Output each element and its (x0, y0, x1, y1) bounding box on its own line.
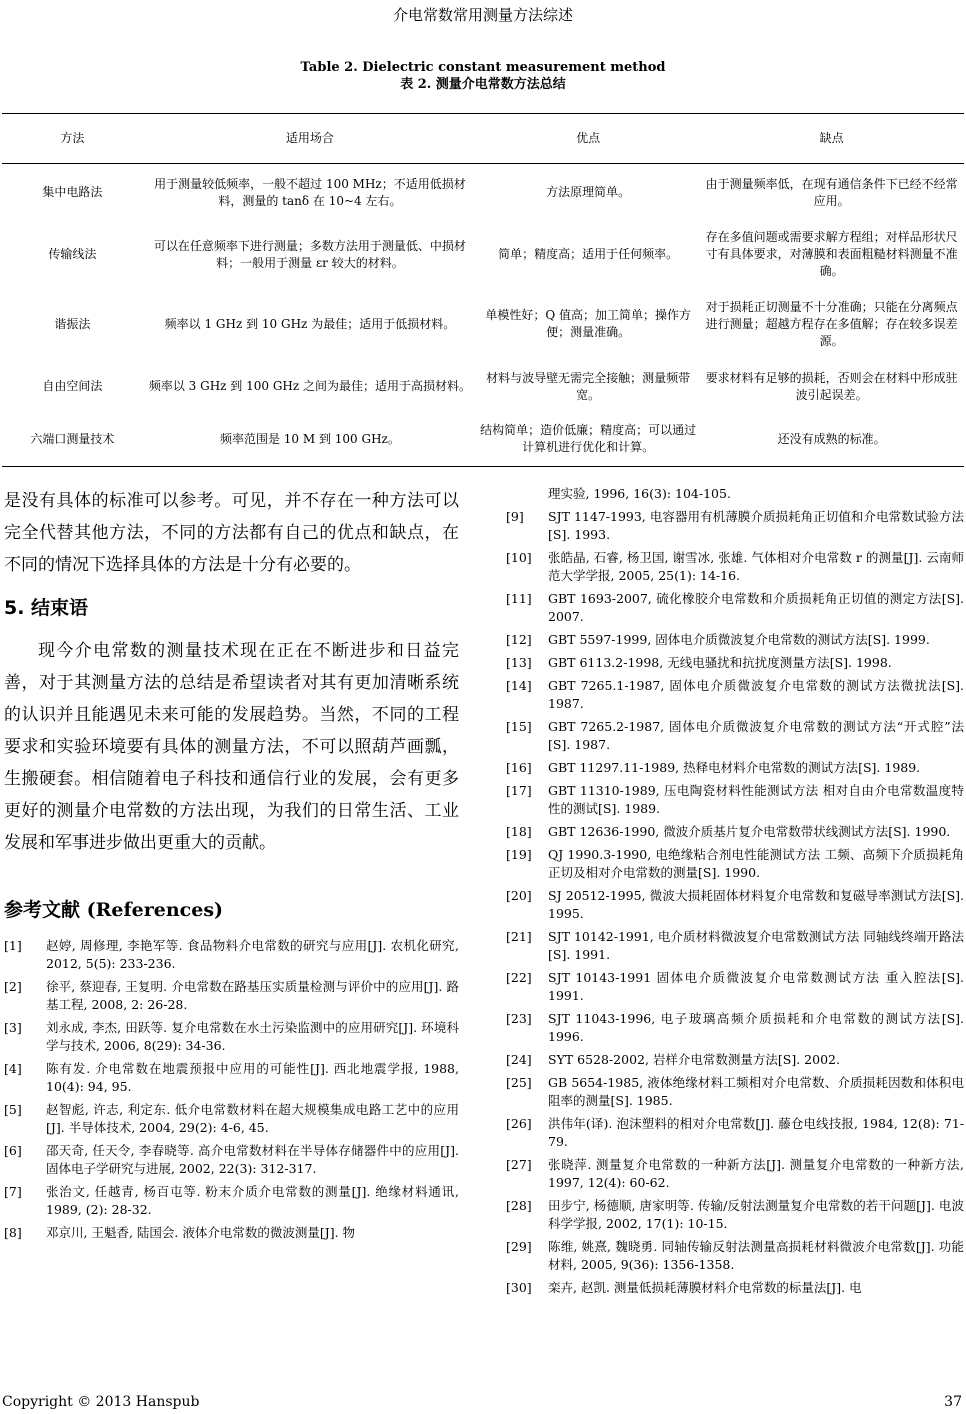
reference-item (506, 1115, 964, 1151)
reference-text: 张晓萍. 测量复介电常数的一种新方法[J]. 测量复介电常数的一种新方法, 1997, 12(4): 60-62. (548, 1157, 964, 1190)
reference-number: [22] (506, 970, 532, 985)
reference-item (506, 677, 964, 713)
reference-item (4, 1142, 459, 1178)
reference-text: 赵智彪, 许志, 利定东. 低介电常数材料在超大规模集成电路工艺中的应用[J]. 半导体技术, 2004, 29(2): 4-6, 45. (46, 1102, 459, 1135)
reference-number: [30] (506, 1280, 532, 1295)
reference-text: 刘永成, 李杰, 田跃等. 复介电常数在水土污染监测中的应用研究[J]. 环境科学与技术, 2006, 8(29): 34-36. (46, 1020, 459, 1053)
reference-item (506, 631, 964, 649)
reference-number: [8] (4, 1225, 22, 1240)
reference-text: 赵婷, 周修理, 李艳军等. 食品物料介电常数的研究与应用[J]. 农机化研究, 2012, 5(5): 233-236. (46, 938, 459, 971)
reference-item (506, 1074, 964, 1110)
table-cell: 频率以 3 GHz 到 100 GHz 之间为最佳；适用于高损材料。 (148, 379, 472, 393)
reference-item (506, 969, 964, 1005)
reference-text: 张皓晶, 石睿, 杨卫国, 谢雪冰, 张雄. 气体相对介电常数 r 的测量[J]. 云南师范大学学报, 2005, 25(1): 14-16. (548, 550, 964, 583)
reference-number: [20] (506, 888, 532, 903)
reference-number: [27] (506, 1157, 532, 1172)
table-row (2, 222, 964, 288)
reference-number: [9] (506, 509, 524, 524)
table-caption (0, 60, 966, 93)
reference-item (506, 1051, 964, 1069)
reference-list-left (4, 937, 459, 1242)
table-cell: 材料与波导壁无需完全接触；测量频带宽。 (486, 370, 691, 402)
header-applicability: 适用场合 (143, 114, 477, 164)
reference-item (506, 759, 964, 777)
table-cell: 用于测量较低频率，一般不超过 100 MHz；不适用低损材料，测量的 tanδ 在 10~4 左右。 (154, 176, 466, 208)
table-cell: 存在多值问题或需要求解方程组；对样品形状尺寸有具体要求，对薄膜和表面粗糙材料测量不准确。 (705, 230, 958, 278)
reference-number: [5] (4, 1102, 22, 1117)
table-cell: 简单；精度高；适用于任何频率。 (498, 247, 679, 261)
table-cell: 可以在任意频率下进行测量；多数方法用于测量低、中损材料；一般用于测量 εr 较大的材料。 (153, 238, 466, 270)
reference-text: QJ 1990.3-1990, 电绝缘粘合剂电性能测试方法 工频、高频下介质损耗角正切及相对介电常数的测量[S]. 1990. (548, 847, 964, 880)
reference-number: [6] (4, 1143, 22, 1158)
reference-number: [18] (506, 824, 532, 839)
reference-number: [12] (506, 632, 532, 647)
table-cell: 单模性好；Q 值高；加工简单；操作方便；测量准确。 (485, 308, 691, 339)
method-table (2, 113, 964, 467)
reference-number: [10] (506, 550, 532, 565)
reference-number: [14] (506, 678, 532, 693)
reference-item (506, 549, 964, 585)
body-paragraph: 是没有具体的标准可以参考。可见，并不存在一种方法可以完全代替其他方法，不同的方法都有自己的优点和缺点，在不同的情况下选择具体的方法是十分有必要的。 (4, 491, 459, 575)
table-cell: 六端口测量技术 (2, 413, 143, 467)
table-cell: 还没有成熟的标准。 (699, 413, 964, 467)
reference-text: GBT 12636-1990, 微波介质基片复介电常数带状线测试方法[S]. 1990. (548, 824, 951, 839)
table-caption-zh: 表 2. 测量介电常数方法总结 (400, 77, 566, 92)
reference-text: SJT 11043-1996, 电子玻璃高频介质损耗和介电常数的测试方法[S]. 1996. (548, 1011, 964, 1044)
reference-item (506, 654, 964, 672)
reference-number: [11] (506, 591, 532, 606)
table-cell: 对于损耗正切测量不十分准确；只能在分离频点进行测量；超越方程存在多值解；存在较多误差源。 (705, 299, 958, 348)
reference-text: GBT 11297.11-1989, 热释电材料介电常数的测试方法[S]. 1989. (548, 760, 921, 775)
reference-continuation: 理实验, 1996, 16(3): 104-105. (548, 486, 731, 501)
reference-item (506, 1238, 964, 1274)
reference-number: [3] (4, 1020, 22, 1035)
table-cell: 集中电路法 (42, 185, 103, 200)
reference-item (506, 590, 964, 626)
reference-item (4, 1060, 459, 1096)
reference-text: 张治文, 任越青, 杨百屯等. 粉末介质介电常数的测量[J]. 绝缘材料通讯, 1989, (2): 28-32. (46, 1184, 459, 1217)
reference-item (506, 823, 964, 841)
left-column (4, 485, 459, 1247)
reference-item (506, 718, 964, 754)
table-cell: 结构简单；造价低廉；精度高；可以通过计算机进行优化和计算。 (477, 413, 699, 467)
table-row (2, 164, 964, 222)
reference-text: GBT 6113.2-1998, 无线电骚扰和抗扰度测量方法[S]. 1998. (548, 655, 892, 670)
page-number: 37 (944, 1394, 962, 1410)
reference-number: [19] (506, 847, 532, 862)
reference-item (506, 1010, 964, 1046)
table-caption-en: Table 2. Dielectric constant measurement method (300, 60, 666, 75)
reference-text: 田步宁, 杨德顺, 唐家明等. 传输/反射法测量复介电常数的若干问题[J]. 电波科学学报, 2002, 17(1): 10-15. (548, 1198, 964, 1231)
method-table-container (2, 113, 964, 467)
reference-item (506, 508, 964, 544)
reference-text: 邓京川, 王魁香, 陆国会. 液体介电常数的微波测量[J]. 物 (46, 1225, 356, 1240)
reference-number: [21] (506, 929, 532, 944)
reference-number: [17] (506, 783, 532, 798)
reference-text: SJ 20512-1995, 微波大损耗固体材料复介电常数和复磁导率测试方法[S]. 1995. (548, 888, 964, 921)
table-cell: 频率范围是 10 M 到 100 GHz。 (143, 413, 477, 467)
table-row (2, 288, 964, 361)
reference-text: GBT 5597-1999, 固体电介质微波复介电常数的测试方法[S]. 1999. (548, 632, 930, 647)
references-heading: 参考文献 (References) (4, 899, 224, 921)
reference-item (506, 782, 964, 818)
reference-text: GBT 7265.2-1987, 固体电介质微波复介电常数的测试方法“开式腔”法[S]. 1987. (548, 719, 964, 752)
reference-item (4, 937, 459, 973)
reference-item (506, 1156, 964, 1192)
reference-number: [7] (4, 1184, 22, 1199)
reference-number: [26] (506, 1116, 532, 1131)
section-heading: 5. 结束语 (4, 597, 89, 619)
table-cell: 谐振法 (54, 316, 91, 331)
reference-text: 陈有发. 介电常数在地震预报中应用的可能性[J]. 西北地震学报, 1988, 10(4): 94, 95. (46, 1061, 459, 1094)
table-cell: 频率以 1 GHz 到 10 GHz 为最佳；适用于低损材料。 (164, 316, 456, 331)
header-disadvantages: 缺点 (699, 114, 964, 164)
reference-number: [28] (506, 1198, 532, 1213)
reference-number: [25] (506, 1075, 532, 1090)
reference-number: [23] (506, 1011, 532, 1026)
table-row (2, 361, 964, 413)
right-column (506, 485, 964, 1302)
table-cell: 要求材料有足够的损耗，否则会在材料中形成驻波引起误差。 (705, 370, 958, 402)
reference-text: 栾卉, 赵凯. 测量低损耗薄膜材料介电常数的标量法[J]. 电 (548, 1280, 862, 1295)
reference-number: [1] (4, 938, 22, 953)
header-method: 方法 (2, 114, 143, 164)
reference-text: 洪伟年(译). 泡沫塑料的相对介电常数[J]. 藤仓电线技报, 1984, 12(8): 71-79. (548, 1116, 964, 1149)
reference-number: [15] (506, 719, 532, 734)
reference-item (4, 1101, 459, 1137)
reference-text: 徐平, 蔡迎春, 王复明. 介电常数在路基压实质量检测与评价中的应用[J]. 路基工程, 2008, 2: 26-28. (46, 979, 459, 1012)
reference-number: [4] (4, 1061, 22, 1076)
reference-text: 邵天奇, 任天令, 李春晓等. 高介电常数材料在半导体存储器件中的应用[J]. 固体电子学研究与进展, 2002, 22(3): 312-317. (46, 1143, 459, 1176)
reference-item (506, 846, 964, 882)
reference-text: 陈维, 姚熹, 魏晓勇. 同轴传输反射法测量高损耗材料微波介电常数[J]. 功能材料, 2005, 9(36): 1356-1358. (548, 1239, 964, 1272)
reference-text: GBT 7265.1-1987, 固体电介质微波复介电常数的测试方法微扰法[S]. 1987. (548, 678, 964, 711)
reference-list-right (506, 508, 964, 1297)
reference-text: GBT 1693-2007, 硫化橡胶介电常数和介质损耗角正切值的测定方法[S]. 2007. (548, 591, 964, 624)
reference-item (506, 887, 964, 923)
running-title: 介电常数常用测量方法综述 (392, 6, 573, 24)
reference-number: [16] (506, 760, 532, 775)
reference-number: [13] (506, 655, 532, 670)
body-paragraph: 现今介电常数的测量技术现在正在不断进步和日益完善，对于其测量方法的总结是希望读者对其有更加清晰系统的认识并且能遇见未来可能的发展趋势。当然，不同的工程要求和实验环境要有具体的测量方法，不可以照葫芦画瓢，生搬硬套。相信随着电子科技和通信行业的发展，会有更多更好的测量介电常数的方法出现，为我们的日常生活、工业发展和军事进步做出更重大的贡献。 (4, 641, 459, 853)
reference-item (4, 1224, 459, 1242)
reference-item (4, 1019, 459, 1055)
reference-text: GB 5654-1985, 液体绝缘材料工频相对介电常数、介质损耗因数和体积电阻率的测量[S]. 1985. (548, 1075, 964, 1108)
reference-number: [2] (4, 979, 22, 994)
reference-number: [24] (506, 1052, 532, 1067)
copyright-notice: Copyright © 2013 Hanspub (2, 1394, 200, 1410)
reference-text: SJT 1147-1993, 电容器用有机薄膜介质损耗角正切值和介电常数试验方法[S]. 1993. (548, 509, 964, 542)
table-cell: 自由空间法 (42, 379, 103, 393)
header-advantages: 优点 (477, 114, 699, 164)
reference-item (506, 1197, 964, 1233)
table-cell: 由于测量频率低，在现有通信条件下已经不经常应用。 (705, 176, 958, 208)
reference-text: GBT 11310-1989, 压电陶瓷材料性能测试方法 相对自由介电常数温度特性的测试[S]. 1989. (548, 783, 964, 816)
reference-item (4, 978, 459, 1014)
reference-item (506, 1279, 964, 1297)
reference-number: [29] (506, 1239, 532, 1254)
table-cell: 方法原理简单。 (546, 185, 631, 200)
table-cell: 传输线法 (48, 247, 97, 261)
reference-text: SYT 6528-2002, 岩样介电常数测量方法[S]. 2002. (548, 1052, 840, 1067)
reference-item (506, 928, 964, 964)
reference-item (4, 1183, 459, 1219)
table-row (2, 413, 964, 467)
reference-text: SJT 10143-1991 固体电介质微波复介电常数测试方法 重入腔法[S]. 1991. (548, 970, 964, 1003)
reference-text: SJT 10142-1991, 电介质材料微波复介电常数测试方法 同轴线终端开路法[S]. 1991. (548, 929, 964, 962)
table-header-row (2, 114, 964, 164)
